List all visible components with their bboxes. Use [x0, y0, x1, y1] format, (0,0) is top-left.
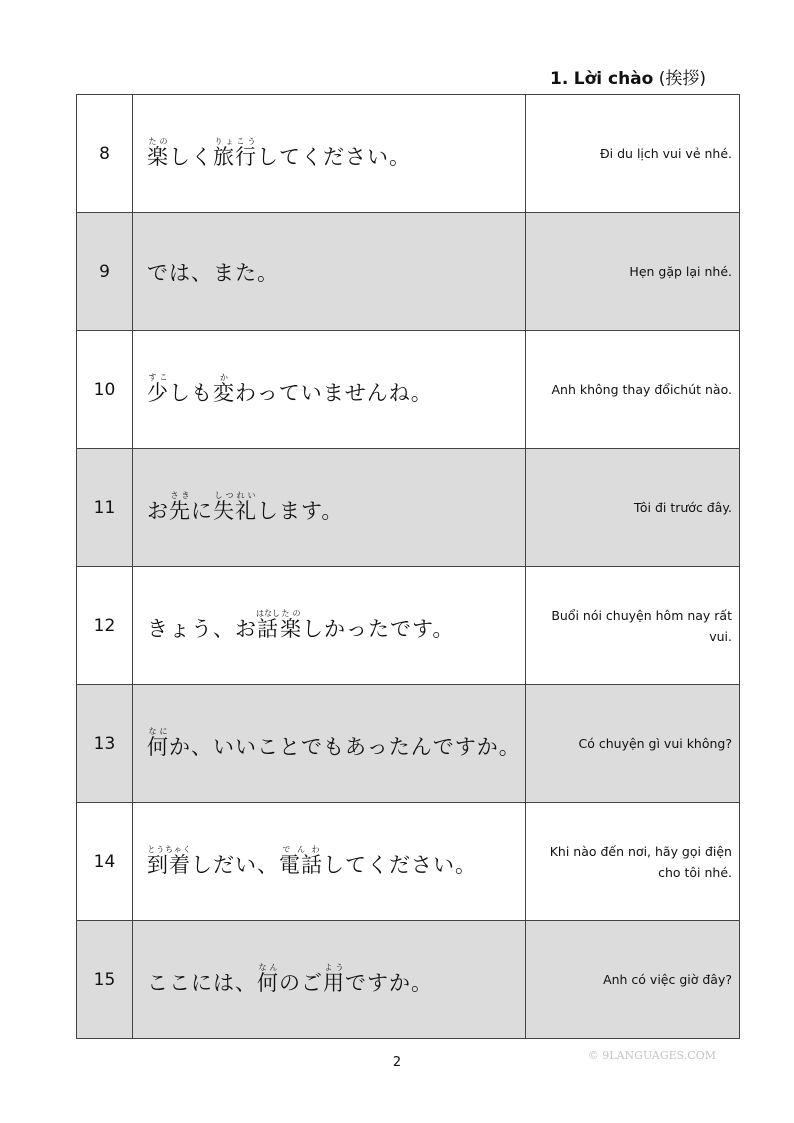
- kanji-text: 楽: [280, 616, 302, 641]
- table-row: [77, 95, 740, 213]
- furigana-word: [147, 844, 191, 877]
- kana-text: します。: [257, 498, 344, 523]
- kana-text: しかったです。: [302, 616, 455, 641]
- table-row: [77, 331, 740, 449]
- furigana-word: [147, 136, 169, 169]
- furigana-word: [257, 962, 279, 995]
- kanji-text: 何: [257, 970, 279, 995]
- japanese-phrase: [133, 331, 526, 449]
- kanji-text: 用: [323, 970, 345, 995]
- vietnamese-translation: Buổi nói chuyện hôm nay rất vui.: [526, 567, 740, 685]
- furigana-word: [279, 844, 323, 877]
- kana-text: ここには、: [147, 970, 257, 995]
- kana-text: に: [191, 498, 213, 523]
- furigana-reading: たの: [147, 136, 169, 146]
- japanese-phrase: [133, 213, 526, 331]
- table-row: [77, 449, 740, 567]
- row-number: 8: [77, 95, 133, 213]
- kanji-text: 変: [213, 380, 235, 405]
- furigana-word: [213, 372, 235, 405]
- kana-text: しも: [169, 380, 213, 405]
- kanji-text: 話: [256, 616, 280, 641]
- watermark: © 9LANGUAGES.COM: [587, 1049, 716, 1062]
- furigana-reading: か: [213, 372, 235, 382]
- kanji-text: 先: [169, 498, 191, 523]
- furigana-reading: よう: [323, 962, 345, 972]
- furigana-reading: たの: [280, 608, 302, 618]
- row-number: 14: [77, 803, 133, 921]
- kana-text: しく: [169, 144, 213, 169]
- kana-text: お: [147, 498, 169, 523]
- page-number: 2: [392, 1055, 402, 1070]
- japanese-phrase: [133, 921, 526, 1039]
- japanese-phrase: [133, 449, 526, 567]
- japanese-phrase: [133, 567, 526, 685]
- table-row: [77, 685, 740, 803]
- furigana-word: [280, 608, 302, 641]
- furigana-reading: でんわ: [279, 844, 323, 854]
- japanese-phrase: [133, 95, 526, 213]
- japanese-phrase: [133, 803, 526, 921]
- row-number: 11: [77, 449, 133, 567]
- kana-text: ですか。: [345, 970, 433, 995]
- table-row: [77, 567, 740, 685]
- kana-text: わっていませんね。: [235, 380, 433, 405]
- furigana-word: [213, 136, 257, 169]
- kana-text: してください。: [257, 144, 411, 169]
- row-number: 10: [77, 331, 133, 449]
- kanji-text: 少: [147, 380, 169, 405]
- vietnamese-translation: Khi nào đến nơi, hãy gọi điện cho tôi nhé.: [526, 803, 740, 921]
- furigana-reading: はなし: [256, 608, 280, 618]
- kana-text: しだい、: [191, 852, 279, 877]
- kanji-text: 楽: [147, 144, 169, 169]
- vietnamese-translation: Có chuyện gì vui không?: [526, 685, 740, 803]
- kana-text: きょう、お: [147, 616, 257, 641]
- row-number: 13: [77, 685, 133, 803]
- row-number: 9: [77, 213, 133, 331]
- kanji-text: 電話: [279, 852, 323, 877]
- section-title-jp: (挨拶): [658, 69, 706, 89]
- furigana-reading: なん: [257, 962, 279, 972]
- vietnamese-translation: Đi du lịch vui vẻ nhé.: [526, 95, 740, 213]
- kanji-text: 到着: [147, 852, 191, 877]
- furigana-word: [147, 372, 169, 405]
- furigana-word: [256, 608, 280, 641]
- section-number: 1.: [550, 69, 569, 89]
- furigana-word: [213, 490, 257, 523]
- table-row: [77, 213, 740, 331]
- table-row: [77, 921, 740, 1039]
- kana-text: のご: [279, 970, 323, 995]
- vietnamese-translation: Anh không thay đổichút nào.: [526, 331, 740, 449]
- furigana-word: [169, 490, 191, 523]
- furigana-word: [147, 726, 169, 759]
- furigana-reading: さき: [169, 490, 191, 500]
- furigana-reading: しつれい: [213, 490, 257, 500]
- section-header: [550, 64, 706, 89]
- kanji-text: 旅行: [213, 144, 257, 169]
- kanji-text: 失礼: [213, 498, 257, 523]
- kana-text: か、いいことでもあったんですか。: [169, 734, 521, 759]
- section-title: Lời chào: [573, 69, 654, 89]
- kana-text: してください。: [323, 852, 477, 877]
- table-row: [77, 803, 740, 921]
- vietnamese-translation: Tôi đi trước đây.: [526, 449, 740, 567]
- furigana-word: [323, 962, 345, 995]
- furigana-reading: すこ: [147, 372, 169, 382]
- row-number: 15: [77, 921, 133, 1039]
- kanji-text: 何: [147, 734, 169, 759]
- furigana-reading: とうちゃく: [147, 844, 191, 854]
- row-number: 12: [77, 567, 133, 685]
- phrase-table: [76, 94, 740, 1039]
- vietnamese-translation: Hẹn gặp lại nhé.: [526, 213, 740, 331]
- kana-text: では、また。: [147, 260, 279, 285]
- furigana-reading: りょこう: [213, 136, 257, 146]
- japanese-phrase: [133, 685, 526, 803]
- furigana-reading: なに: [147, 726, 169, 736]
- vietnamese-translation: Anh có việc giờ đây?: [526, 921, 740, 1039]
